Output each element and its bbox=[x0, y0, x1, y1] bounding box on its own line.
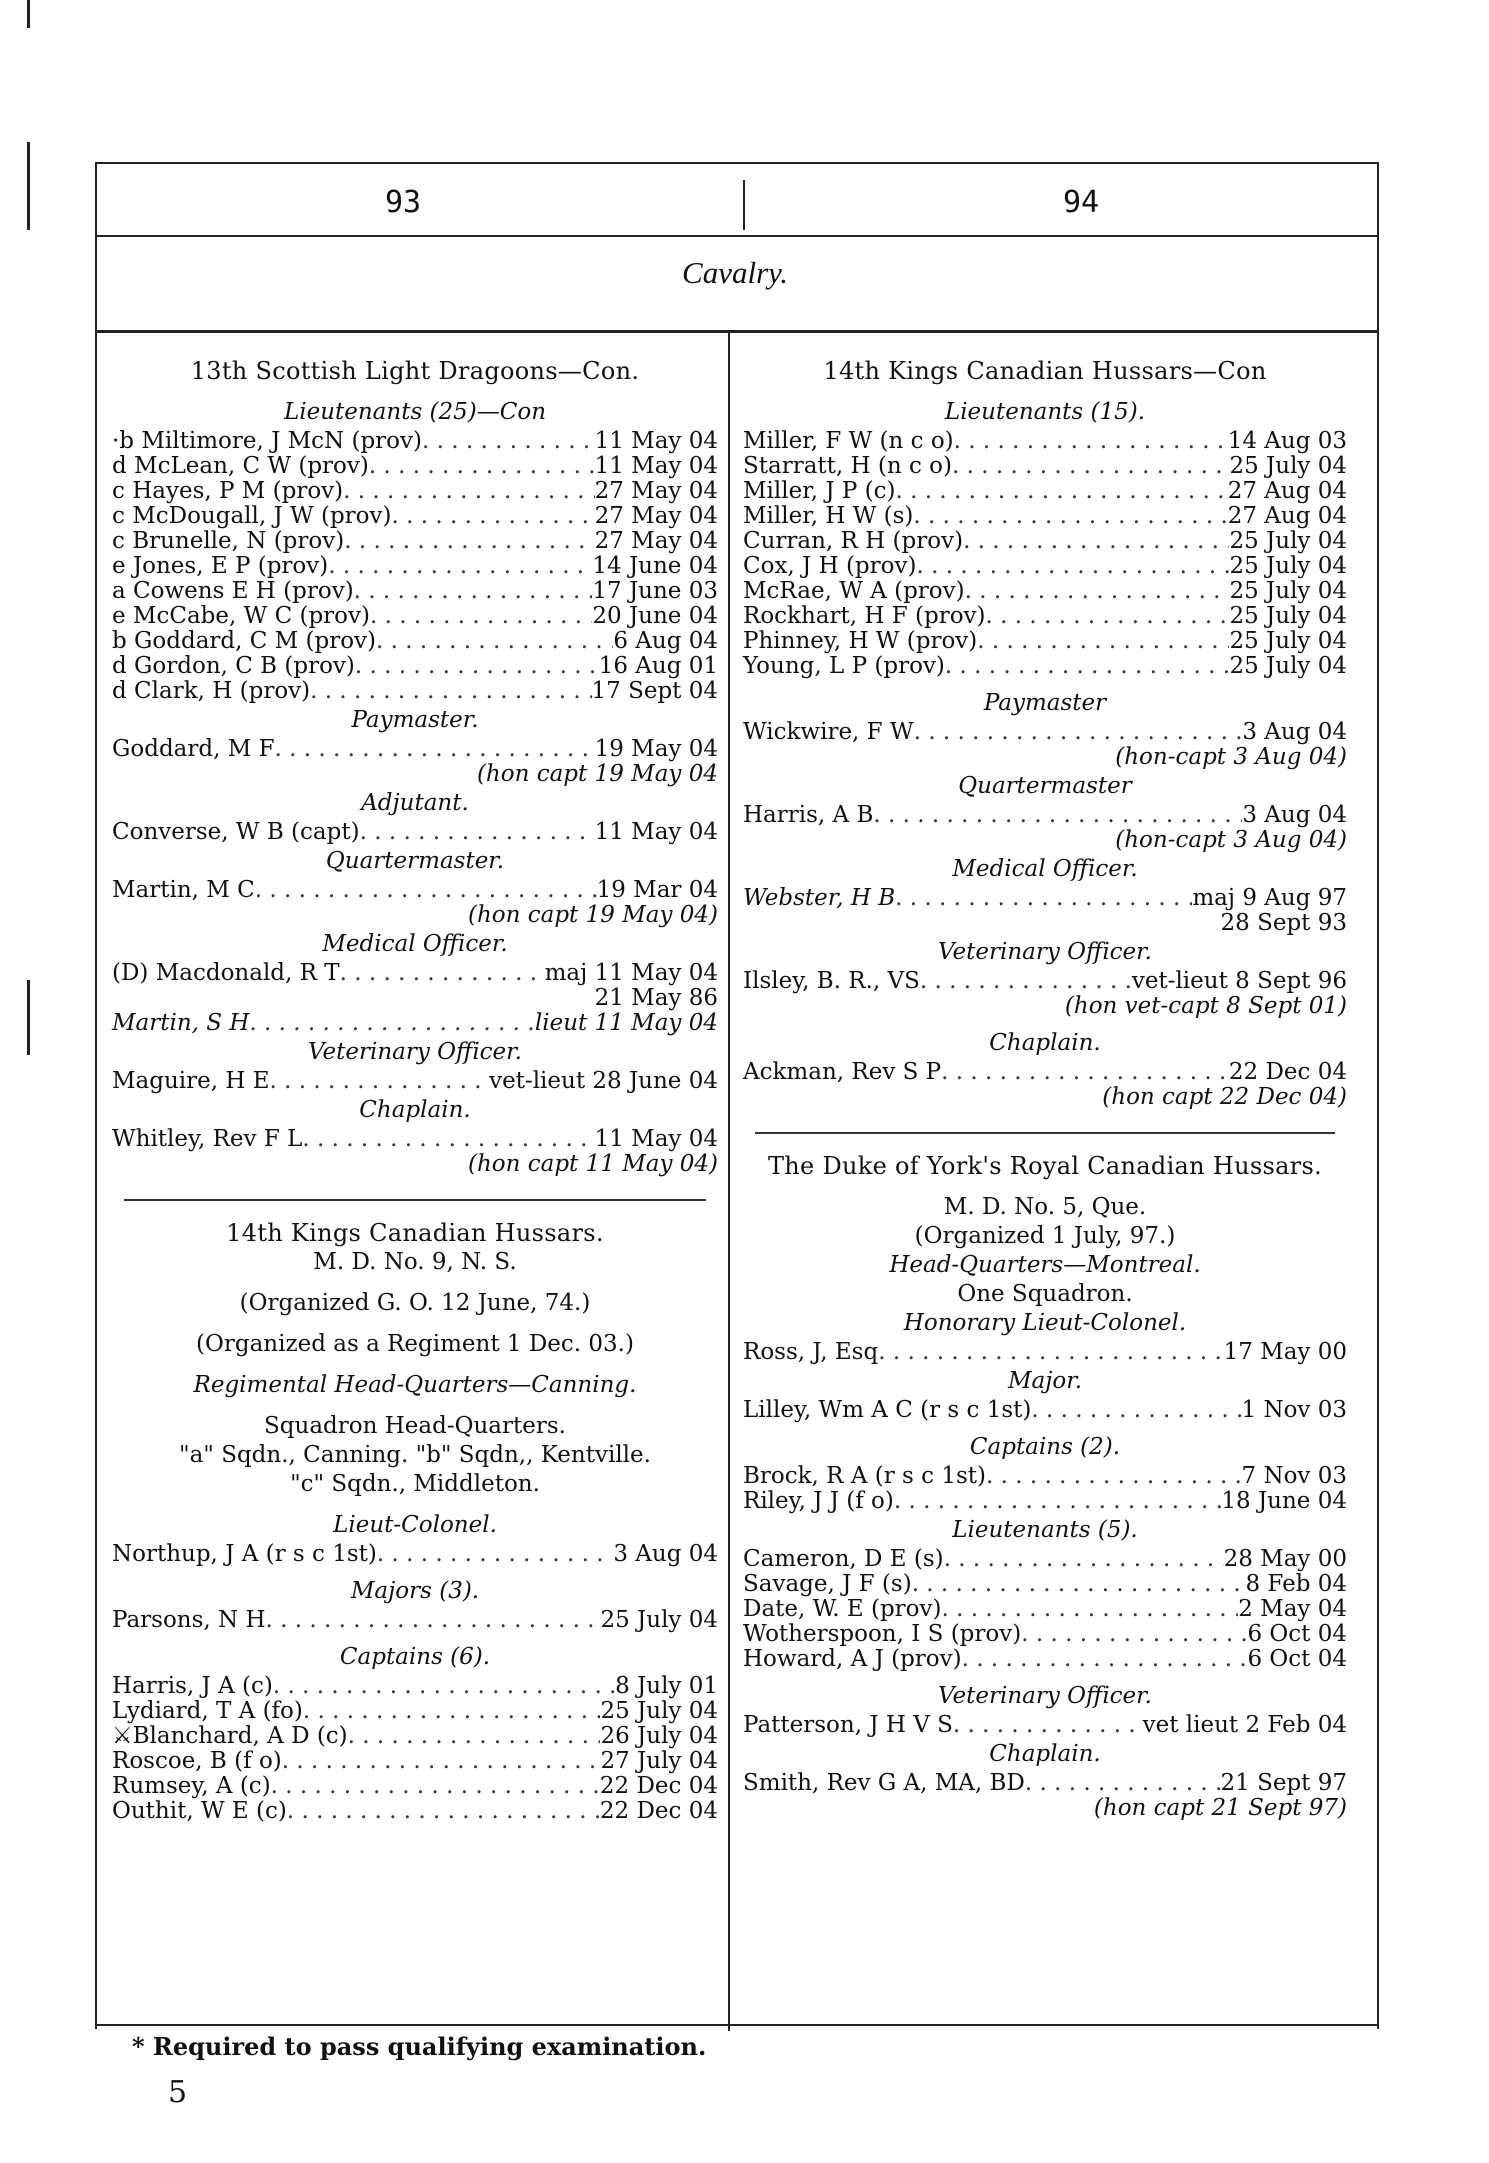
officer-entry bbox=[743, 529, 1347, 554]
officer-entry bbox=[112, 1011, 718, 1036]
officer-date: 27 July 04 bbox=[600, 1748, 718, 1774]
officer-name: Ross, J, Esq bbox=[743, 1339, 879, 1365]
left-column bbox=[112, 355, 718, 1824]
officer-date: 25 July 04 bbox=[1229, 528, 1347, 554]
officer-entry bbox=[112, 504, 718, 529]
officer-entry bbox=[743, 504, 1347, 529]
officer-name: Martin, M C bbox=[112, 877, 255, 903]
rank-heading: Lieutenants (15). bbox=[944, 399, 1146, 425]
officer-date: 11 May 04 bbox=[594, 428, 718, 454]
officer-date: 21 Sept 97 bbox=[1220, 1770, 1347, 1796]
officer-date: 3 Aug 04 bbox=[613, 1541, 718, 1567]
officer-entry bbox=[112, 1608, 718, 1633]
officer-name: Harris, J A (c) bbox=[112, 1673, 273, 1699]
header-divider bbox=[743, 180, 745, 230]
officer-note: (hon capt 11 May 04) bbox=[467, 1151, 718, 1177]
rank-heading: Lieutenants (5). bbox=[952, 1517, 1138, 1543]
officer-date: 25 July 04 bbox=[1229, 553, 1347, 579]
officer-name: d Gordon, C B (prov) bbox=[112, 653, 355, 679]
officer-name: Ackman, Rev S P bbox=[743, 1059, 942, 1085]
officer-entry bbox=[743, 1713, 1347, 1738]
officer-note: (hon capt 19 May 04) bbox=[467, 902, 718, 928]
officer-date: 17 Sept 04 bbox=[591, 678, 718, 704]
officer-name: Curran, R H (prov) bbox=[743, 528, 964, 554]
officer-name: McRae, W A (prov) bbox=[743, 578, 965, 604]
officer-date: 27 May 04 bbox=[594, 478, 718, 504]
officer-date: 17 May 00 bbox=[1223, 1339, 1347, 1365]
page-number: 5 bbox=[168, 2075, 188, 2110]
officer-date: vet-lieut 28 June 04 bbox=[489, 1068, 718, 1094]
officer-entry bbox=[112, 1069, 718, 1094]
officer-name: Northup, J A (r s c 1st) bbox=[112, 1541, 377, 1567]
officer-date: 27 Aug 04 bbox=[1227, 503, 1347, 529]
officer-name: Riley, J J (f o) bbox=[743, 1488, 894, 1514]
squadron-locations: "a" Sqdn., Canning. "b" Sqdn,, Kentville. bbox=[179, 1442, 651, 1468]
officer-date: 27 May 04 bbox=[594, 528, 718, 554]
officer-name: Maguire, H E bbox=[112, 1068, 270, 1094]
officer-note: (hon capt 19 May 04 bbox=[476, 761, 718, 787]
officer-entry bbox=[743, 1647, 1347, 1672]
officer-entry bbox=[112, 654, 718, 679]
officer-date: 17 June 03 bbox=[592, 578, 718, 604]
regiment-title: 14th Kings Canadian Hussars. bbox=[226, 1219, 604, 1247]
officer-name: e Jones, E P (prov) bbox=[112, 553, 329, 579]
left-page-number: 93 bbox=[385, 185, 422, 220]
officer-entry bbox=[743, 429, 1347, 454]
officer-entry bbox=[112, 1749, 718, 1774]
officer-entry bbox=[743, 554, 1347, 579]
officer-entry bbox=[743, 1597, 1347, 1622]
officer-entry bbox=[112, 1699, 718, 1724]
officer-entry bbox=[112, 579, 718, 604]
officer-entry bbox=[743, 969, 1347, 994]
officer-date: 1 Nov 03 bbox=[1241, 1397, 1347, 1423]
margin-mark bbox=[27, 0, 30, 28]
officer-date: 11 May 04 bbox=[594, 1126, 718, 1152]
officer-name: ⚔Blanchard, A D (c) bbox=[112, 1723, 348, 1749]
officer-date: 3 Aug 04 bbox=[1242, 802, 1347, 828]
officer-name: Harris, A B bbox=[743, 802, 874, 828]
officer-entry bbox=[743, 1464, 1347, 1489]
officer-date: 14 June 04 bbox=[592, 553, 718, 579]
officer-date: 11 May 04 bbox=[594, 453, 718, 479]
officer-name: Goddard, M F bbox=[112, 736, 275, 762]
officer-name: c Brunelle, N (prov) bbox=[112, 528, 345, 554]
military-district: M. D. No. 5, Que. bbox=[943, 1194, 1147, 1220]
officer-date: 6 Oct 04 bbox=[1247, 1621, 1347, 1647]
right-column bbox=[743, 355, 1347, 1821]
organized-note: (Organized as a Regiment 1 Dec. 03.) bbox=[196, 1331, 634, 1357]
majors-list bbox=[112, 1608, 718, 1633]
bottom-rule bbox=[95, 2024, 1377, 2026]
officer-name: c Hayes, P M (prov) bbox=[112, 478, 344, 504]
captains-list bbox=[743, 1464, 1347, 1514]
officer-entry bbox=[112, 1127, 718, 1152]
squadron-note: One Squadron. bbox=[957, 1281, 1133, 1307]
officer-entry bbox=[112, 1799, 718, 1824]
regiment-title: 13th Scottish Light Dragoons—Con. bbox=[190, 357, 640, 385]
section-title: Cavalry. bbox=[682, 255, 788, 290]
officer-entry bbox=[743, 629, 1347, 654]
officer-note: (hon-capt 3 Aug 04) bbox=[1115, 827, 1347, 853]
officer-date: 7 Nov 03 bbox=[1241, 1463, 1347, 1489]
block-separator bbox=[755, 1132, 1335, 1134]
officer-name: c McDougall, J W (prov) bbox=[112, 503, 392, 529]
officer-entry bbox=[112, 629, 718, 654]
officer-name: Webster, H B bbox=[743, 885, 896, 911]
officer-name: Miller, H W (s) bbox=[743, 503, 914, 529]
officer-entry bbox=[743, 479, 1347, 504]
officer-date: 25 July 04 bbox=[1229, 578, 1347, 604]
officer-name: Wickwire, F W bbox=[743, 719, 914, 745]
officer-entry bbox=[112, 679, 718, 704]
rank-heading: Major. bbox=[1007, 1368, 1083, 1394]
officer-name: Wotherspoon, I S (prov) bbox=[743, 1621, 1022, 1647]
squadron-locations: "c" Sqdn., Middleton. bbox=[290, 1471, 540, 1497]
officer-entry bbox=[112, 1674, 718, 1699]
rank-heading: Quartermaster. bbox=[325, 848, 505, 874]
officer-date: 25 July 04 bbox=[600, 1698, 718, 1724]
officer-name: d McLean, C W (prov) bbox=[112, 453, 369, 479]
military-district: M. D. No. 9, N. S. bbox=[313, 1249, 517, 1275]
officer-entry bbox=[112, 961, 718, 986]
organized-note: (Organized G. O. 12 June, 74.) bbox=[239, 1290, 591, 1316]
officer-entry bbox=[743, 654, 1347, 679]
officer-date: 27 Aug 04 bbox=[1227, 478, 1347, 504]
rank-heading: Chaplain. bbox=[989, 1741, 1101, 1767]
officer-entry bbox=[112, 529, 718, 554]
captains-list bbox=[112, 1674, 718, 1824]
officer-date: 18 June 04 bbox=[1221, 1488, 1347, 1514]
officer-entry bbox=[743, 1547, 1347, 1572]
rank-heading: Veterinary Officer. bbox=[938, 939, 1152, 965]
officer-date: lieut 11 May 04 bbox=[534, 1010, 718, 1036]
officer-date: 22 Dec 04 bbox=[599, 1798, 718, 1824]
officer-entry bbox=[112, 878, 718, 903]
rank-heading: Lieut-Colonel. bbox=[333, 1512, 497, 1538]
officer-date: 19 Mar 04 bbox=[596, 877, 718, 903]
margin-mark bbox=[27, 142, 30, 230]
officer-entry bbox=[112, 479, 718, 504]
footnote: * Required to pass qualifying examination. bbox=[132, 2032, 707, 2061]
officer-name: Miller, J P (c) bbox=[743, 478, 896, 504]
officer-entry bbox=[112, 1774, 718, 1799]
officer-date: maj 9 Aug 97 bbox=[1192, 885, 1347, 911]
rank-heading: Chaplain. bbox=[989, 1030, 1101, 1056]
rank-heading: Medical Officer. bbox=[322, 931, 508, 957]
officer-name: Miller, F W (n c o) bbox=[743, 428, 954, 454]
officer-entry bbox=[743, 720, 1347, 745]
officer-date: 25 July 04 bbox=[1229, 628, 1347, 654]
officer-entry bbox=[112, 554, 718, 579]
officer-entry bbox=[743, 1060, 1347, 1085]
officer-date: 16 Aug 01 bbox=[598, 653, 718, 679]
officer-name: Howard, A J (prov) bbox=[743, 1646, 962, 1672]
officer-date: 8 July 01 bbox=[615, 1673, 718, 1699]
officer-date: 27 May 04 bbox=[594, 503, 718, 529]
officer-name: Rumsey, A (c) bbox=[112, 1773, 271, 1799]
officer-date: 28 May 00 bbox=[1223, 1546, 1347, 1572]
officer-date: 25 July 04 bbox=[1229, 653, 1347, 679]
officer-note: 21 May 86 bbox=[594, 985, 718, 1011]
lieutenants-list bbox=[112, 429, 718, 704]
officer-entry bbox=[112, 454, 718, 479]
officer-name: Parsons, N H bbox=[112, 1607, 266, 1633]
right-page-number: 94 bbox=[1063, 185, 1100, 220]
officer-date: 25 July 04 bbox=[1229, 453, 1347, 479]
organized-note: (Organized 1 July, 97.) bbox=[914, 1223, 1176, 1249]
officer-date: 11 May 04 bbox=[594, 819, 718, 845]
officer-name: Savage, J F (s) bbox=[743, 1571, 912, 1597]
lieutenants-list bbox=[743, 1547, 1347, 1672]
officer-name: Converse, W B (capt) bbox=[112, 819, 360, 845]
officer-name: Outhit, W E (c) bbox=[112, 1798, 287, 1824]
rank-heading: Honorary Lieut-Colonel. bbox=[903, 1310, 1187, 1336]
officer-entry bbox=[743, 1572, 1347, 1597]
officer-note: (hon capt 22 Dec 04) bbox=[1102, 1084, 1347, 1110]
officer-entry bbox=[743, 604, 1347, 629]
officer-date: vet lieut 2 Feb 04 bbox=[1142, 1712, 1347, 1738]
officer-name: Patterson, J H V S bbox=[743, 1712, 953, 1738]
officer-entry bbox=[743, 454, 1347, 479]
officer-entry bbox=[743, 803, 1347, 828]
officer-entry bbox=[112, 737, 718, 762]
regiment-title: The Duke of York's Royal Canadian Hussars. bbox=[767, 1152, 1322, 1180]
officer-name: Cox, J H (prov) bbox=[743, 553, 917, 579]
officer-name: Whitley, Rev F L bbox=[112, 1126, 303, 1152]
officer-date: 22 Dec 04 bbox=[599, 1773, 718, 1799]
officer-date: 22 Dec 04 bbox=[1228, 1059, 1347, 1085]
headquarters: Regimental Head-Quarters—Canning. bbox=[193, 1372, 637, 1398]
officer-entry bbox=[743, 1622, 1347, 1647]
officer-date: 6 Aug 04 bbox=[613, 628, 718, 654]
rank-heading: Veterinary Officer. bbox=[308, 1039, 522, 1065]
officer-date: 8 Feb 04 bbox=[1245, 1571, 1347, 1597]
rank-heading: Veterinary Officer. bbox=[938, 1683, 1152, 1709]
officer-name: Brock, R A (r s c 1st) bbox=[743, 1463, 986, 1489]
officer-entry bbox=[112, 1724, 718, 1749]
officer-name: (D) Macdonald, R T bbox=[112, 960, 340, 986]
margin-mark bbox=[27, 980, 30, 1055]
officer-name: Martin, S H bbox=[112, 1010, 250, 1036]
officer-name: Roscoe, B (f o) bbox=[112, 1748, 282, 1774]
officer-name: Date, W. E (prov) bbox=[743, 1596, 942, 1622]
officer-name: Young, L P (prov) bbox=[743, 653, 945, 679]
squadron-hq-heading: Squadron Head-Quarters. bbox=[264, 1413, 566, 1439]
officer-date: 19 May 04 bbox=[594, 736, 718, 762]
officer-name: ·b Miltimore, J McN (prov) bbox=[112, 428, 422, 454]
officer-date: vet-lieut 8 Sept 96 bbox=[1131, 968, 1347, 994]
rank-heading: Captains (2). bbox=[969, 1434, 1121, 1460]
header-rule bbox=[95, 235, 1377, 237]
rank-heading: Quartermaster bbox=[958, 773, 1132, 799]
column-divider bbox=[728, 333, 730, 2031]
rank-heading: Medical Officer. bbox=[952, 856, 1138, 882]
officer-date: 25 July 04 bbox=[1229, 603, 1347, 629]
rank-heading: Adjutant. bbox=[361, 790, 469, 816]
officer-date: maj 11 May 04 bbox=[544, 960, 718, 986]
officer-date: 3 Aug 04 bbox=[1242, 719, 1347, 745]
officer-name: Lydiard, T A (fo) bbox=[112, 1698, 303, 1724]
officer-note: (hon-capt 3 Aug 04) bbox=[1115, 744, 1347, 770]
officer-entry bbox=[743, 1771, 1347, 1796]
officer-entry bbox=[112, 429, 718, 454]
officer-note: (hon vet-capt 8 Sept 01) bbox=[1064, 993, 1347, 1019]
officer-entry bbox=[743, 1489, 1347, 1514]
officer-date: 14 Aug 03 bbox=[1227, 428, 1347, 454]
officer-name: Starratt, H (n c o) bbox=[743, 453, 952, 479]
officer-name: Phinney, H W (prov) bbox=[743, 628, 978, 654]
officer-name: b Goddard, C M (prov) bbox=[112, 628, 377, 654]
lieutenants-list bbox=[743, 429, 1347, 679]
headquarters: Head-Quarters—Montreal. bbox=[889, 1252, 1201, 1278]
block-separator bbox=[124, 1199, 706, 1201]
officer-entry bbox=[743, 1398, 1347, 1423]
officer-date: 26 July 04 bbox=[600, 1723, 718, 1749]
rank-heading: Chaplain. bbox=[359, 1097, 471, 1123]
officer-date: 25 July 04 bbox=[600, 1607, 718, 1633]
section-rule bbox=[95, 330, 1377, 333]
officer-entry bbox=[112, 1542, 718, 1567]
officer-entry bbox=[112, 820, 718, 845]
officer-name: Cameron, D E (s) bbox=[743, 1546, 944, 1572]
officer-name: Rockhart, H F (prov) bbox=[743, 603, 986, 629]
officer-date: 2 May 04 bbox=[1238, 1596, 1347, 1622]
officer-date: 20 June 04 bbox=[592, 603, 718, 629]
officer-name: e McCabe, W C (prov) bbox=[112, 603, 370, 629]
officer-entry bbox=[743, 1340, 1347, 1365]
officer-entry bbox=[743, 579, 1347, 604]
rank-heading: Captains (6). bbox=[339, 1644, 491, 1670]
officer-entry bbox=[112, 604, 718, 629]
officer-name: Ilsley, B. R., VS bbox=[743, 968, 920, 994]
officer-name: Lilley, Wm A C (r s c 1st) bbox=[743, 1397, 1032, 1423]
officer-entry bbox=[743, 886, 1347, 911]
rank-heading: Paymaster bbox=[983, 690, 1107, 716]
officer-date: 6 Oct 04 bbox=[1247, 1646, 1347, 1672]
officer-note: (hon capt 21 Sept 97) bbox=[1093, 1795, 1347, 1821]
rank-heading: Lieutenants (25)—Con bbox=[283, 399, 547, 425]
regiment-title: 14th Kings Canadian Hussars—Con bbox=[823, 357, 1267, 385]
officer-name: a Cowens E H (prov) bbox=[112, 578, 354, 604]
officer-name: Smith, Rev G A, MA, BD bbox=[743, 1770, 1025, 1796]
rank-heading: Paymaster. bbox=[351, 707, 479, 733]
officer-note: 28 Sept 93 bbox=[1220, 910, 1347, 936]
officer-name: d Clark, H (prov) bbox=[112, 678, 311, 704]
rank-heading: Majors (3). bbox=[350, 1578, 480, 1604]
